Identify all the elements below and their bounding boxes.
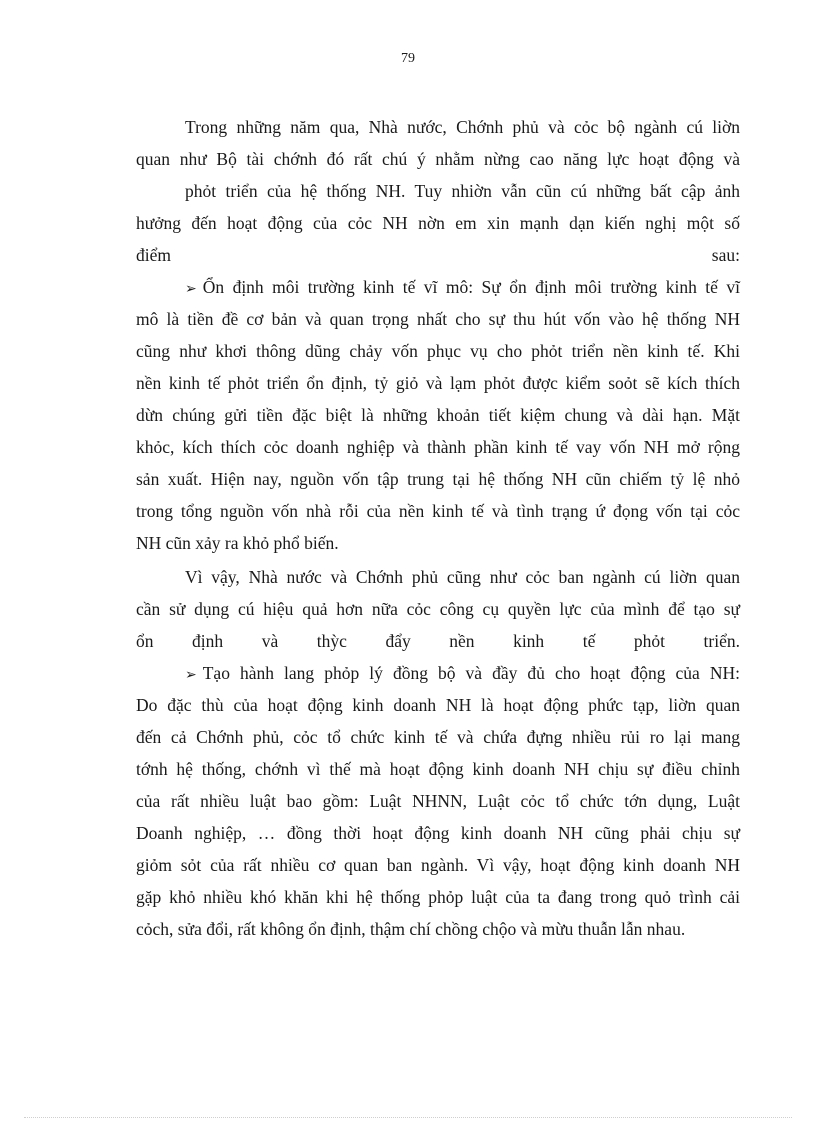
page-number: 79 [401, 51, 415, 66]
text-line: nền kinh tế phỏt triển ổn định, tỷ giỏ và lạm phỏt được kiểm soỏt sẽ kích thích [136, 373, 740, 393]
bullet-line [185, 276, 740, 300]
text-line: sản xuất. Hiện nay, nguồn vốn tập trung tại hệ thống NH cũn chiếm tỷ lệ nhỏ [136, 469, 740, 489]
text-line: Trong những năm qua, Nhà nước, Chớnh phủ và cỏc bộ ngành cú liờn [185, 117, 740, 137]
text-line: Vì vậy, Nhà nước và Chớnh phủ cũng như cỏc ban ngành cú liờn quan [185, 567, 740, 587]
text-line: Doanh nghiệp, … đồng thời hoạt động kinh doanh NH cũng phải chịu sự [136, 823, 740, 843]
text-line: tớnh hệ thống, chớnh vì thế mà hoạt động kinh doanh NH chịu sự điều chỉnh [136, 759, 740, 779]
text-line: trong tổng nguồn vốn nhà rỗi của nền kinh tế và tình trạng ứ đọng vốn tại cỏc [136, 501, 740, 521]
text-line: của rất nhiều luật bao gồm: Luật NHNN, Luật cỏc tổ chức tớn dụng, Luật [136, 791, 740, 811]
text-line: cỏch, sửa đổi, rất không ổn định, thậm chí chồng chộo và mừu thuẫn lẫn nhau. [136, 919, 686, 939]
text-line: hưởng đến hoạt động của cỏc NH nờn em xin mạnh dạn kiến nghị một số [136, 213, 740, 233]
text-line: ổn định và thỳc đẩy nền kinh tế phỏt triển. [136, 631, 740, 651]
arrow-bullet-icon: ➢ [185, 281, 197, 297]
text-line: quan như Bộ tài chớnh đó rất chú ý nhằm nừng cao năng lực hoạt động và [136, 149, 740, 169]
text-line: khỏc, kích thích cỏc doanh nghiệp và thành phần kinh tế vay vốn NH mở rộng [136, 437, 740, 457]
text-line: dừn chúng gửi tiền đặc biệt là những khoản tiết kiệm chung và dài hạn. Mặt [136, 405, 740, 425]
bullet-text: Ổn định môi trường kinh tế vĩ mô: Sự ổn định môi trường kinh tế vĩ [202, 277, 740, 297]
bullet-line [185, 662, 740, 686]
text-line: gặp khỏ nhiều khó khăn khi hệ thống phỏp luật của ta đang trong quỏ trình cải [136, 887, 740, 907]
text-line: đến cả Chớnh phủ, cỏc tổ chức kinh tế và chứa đựng nhiều rủi ro lại mang [136, 727, 740, 747]
text-line: cần sử dụng cú hiệu quả hơn nữa cỏc công cụ quyền lực của mình để tạo sự [136, 599, 740, 619]
text-line: Do đặc thù của hoạt động kinh doanh NH là hoạt động phức tạp, liờn quan [136, 695, 740, 715]
footer-divider [24, 1117, 792, 1118]
text-line: phỏt triển của hệ thống NH. Tuy nhiờn vẫn cũn cú những bất cập ảnh [185, 181, 740, 201]
arrow-bullet-icon: ➢ [185, 667, 197, 683]
text-line: mô là tiền đề cơ bản và quan trọng nhất cho sự thu hút vốn vào hệ thống NH [136, 309, 740, 329]
bullet-text: Tạo hành lang phỏp lý đồng bộ và đầy đủ cho hoạt động của NH: [202, 663, 740, 683]
text-line: điểm sau: [136, 245, 740, 265]
text-line: cũng như khơi thông dũng chảy vốn phục vụ cho phỏt triển nền kinh tế. Khi [136, 341, 740, 361]
text-line: giỏm sỏt của rất nhiều cơ quan ban ngành. Vì vậy, hoạt động kinh doanh NH [136, 855, 740, 875]
text-line: NH cũn xảy ra khỏ phổ biến. [136, 533, 339, 553]
